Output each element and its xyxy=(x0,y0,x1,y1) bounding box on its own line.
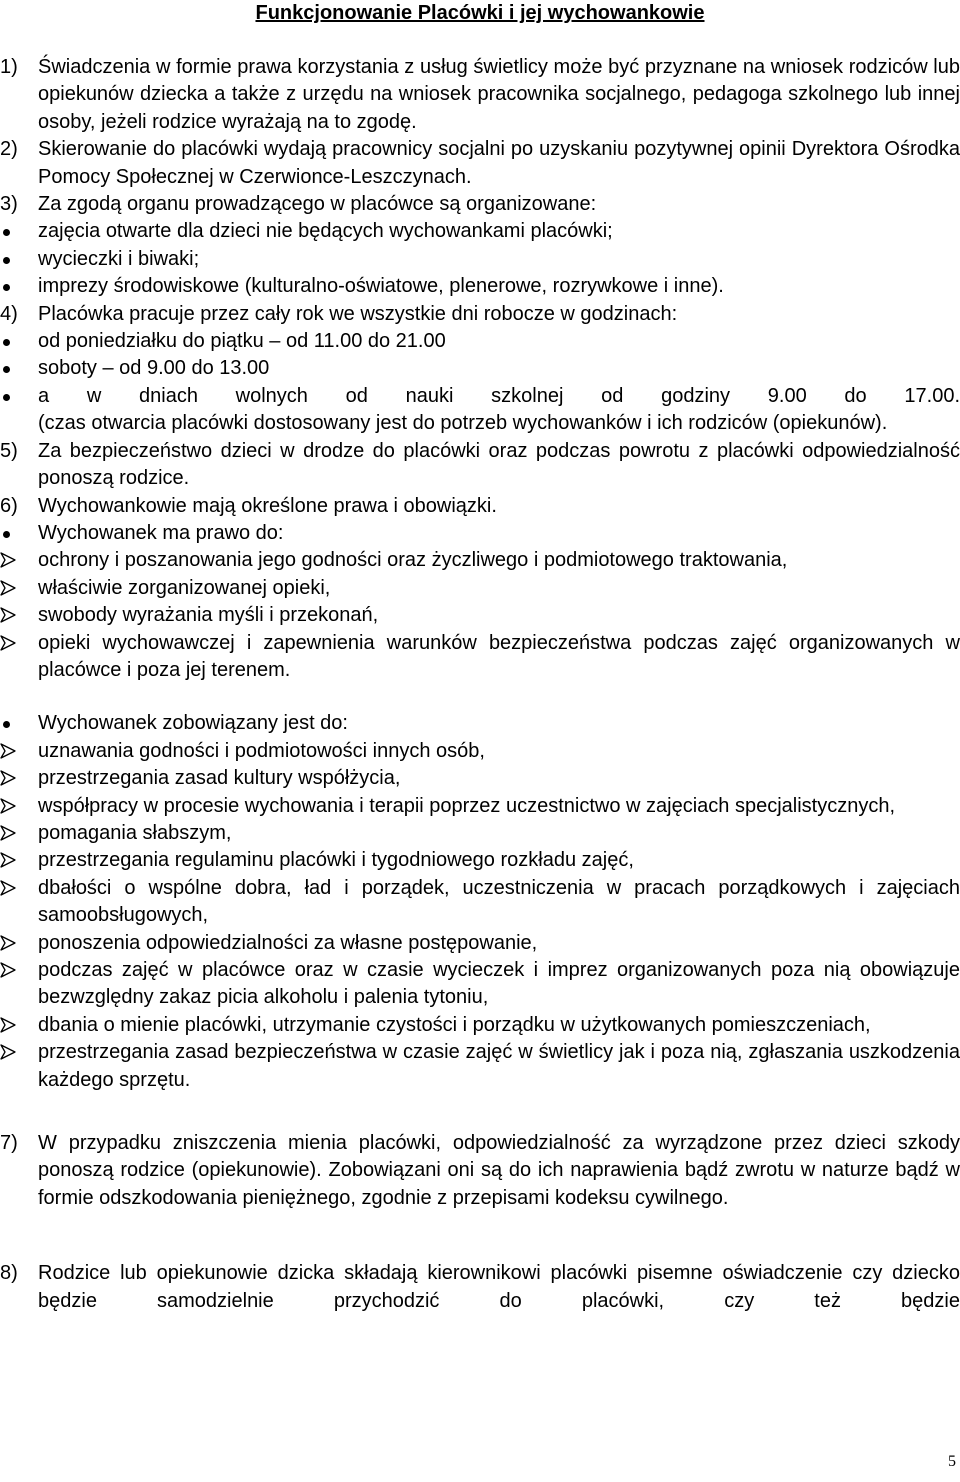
item-number: 1) xyxy=(0,56,18,78)
list-item: zajęcia otwarte dla dzieci nie będących wychowankami placówki; xyxy=(0,218,960,245)
item-text: Rodzice lub opiekunowie dzicka składają kierownikowi placówki pisemne oświadczenie czy dziecko będzie samodzielnie przychodzić do placówki, czy też będzie xyxy=(38,1262,960,1312)
item-text: Za zgodą organu prowadzącego w placówce są organizowane: xyxy=(38,193,597,216)
duties-heading: Wychowanek zobowiązany jest do: xyxy=(0,710,960,737)
item-number: 4) xyxy=(0,302,18,325)
list-item: uznawania godności i podmiotowości innych osób, xyxy=(0,738,960,765)
page-number: 5 xyxy=(948,1453,956,1470)
item-5 xyxy=(0,438,960,493)
spacer xyxy=(0,684,960,710)
item-7 xyxy=(0,1130,960,1212)
item-text: Skierowanie do placówki wydają pracownicy socjalni po uzyskaniu pozytywnej opinii Dyrektora Ośrodka Pomocy Społecznej w Czerwionce-Leszczynach. xyxy=(38,138,960,188)
bullet-icon xyxy=(3,229,10,236)
list-item: soboty – od 9.00 do 13.00 xyxy=(0,355,960,382)
arrow-bullet-icon xyxy=(0,798,16,814)
item-text: Placówka pracuje przez cały rok we wszystkie dni robocze w godzinach: xyxy=(38,302,678,325)
list-item: podczas zajęć w placówce oraz w czasie wycieczek i imprez organizowanych poza nią obowiązuje bezwzględny zakaz picia alkoholu i palenia tytoniu, xyxy=(0,957,960,1012)
item-text: Wychowankowie mają określone prawa i obowiązki. xyxy=(38,494,497,517)
arrow-bullet-icon xyxy=(0,552,16,568)
list-item: dbania o mienie placówki, utrzymanie czystości i porządku w użytkowanych pomieszczeniach, xyxy=(0,1012,960,1039)
list-item: dbałości o wspólne dobra, ład i porządek, uczestniczenia w pracach porządkowych i zajęciach samoobsługowych, xyxy=(0,875,960,930)
list-item: współpracy w procesie wychowania i terapii poprzez uczestnictwo w zajęciach specjalistycznych, xyxy=(0,793,960,820)
item-3 xyxy=(0,191,960,218)
rights-heading: Wychowanek ma prawo do: xyxy=(0,520,960,547)
list-item: przestrzegania zasad kultury współżycia, xyxy=(0,765,960,792)
arrow-bullet-icon xyxy=(0,852,16,868)
bullet-icon xyxy=(3,284,10,291)
item-number: 8) xyxy=(0,1262,18,1285)
item-6 xyxy=(0,493,960,520)
list-item: ponoszenia odpowiedzialności za własne postępowanie, xyxy=(0,930,960,957)
duties-list xyxy=(0,738,960,1094)
arrow-bullet-icon xyxy=(0,770,16,786)
arrow-bullet-icon xyxy=(0,580,16,596)
list-item: a w dniach wolnych od nauki szkolnej od godziny 9.00 do 17.00. xyxy=(0,383,960,410)
item-number: 5) xyxy=(0,439,18,462)
arrow-bullet-icon xyxy=(0,1044,16,1060)
arrow-bullet-icon xyxy=(0,935,16,951)
spacer xyxy=(0,1212,960,1260)
item-text: W przypadku zniszczenia mienia placówki, odpowiedzialność za wyrządzone przez dzieci szkody ponoszą rodzice (opiekunowie). Zobowiązani oni są do ich naprawienia bądź zwrotu w naturze bądź w formie odszkodowania pieniężnego, zgodnie z przepisami kodeksu cywilnego. xyxy=(38,1132,960,1209)
list-item: imprezy środowiskowe (kulturalno-oświatowe, plenerowe, rozrywkowe i inne). xyxy=(0,273,960,300)
arrow-bullet-icon xyxy=(0,880,16,896)
arrow-bullet-icon xyxy=(0,607,16,623)
arrow-bullet-icon xyxy=(0,825,16,841)
item-text: Za bezpieczeństwo dzieci w drodze do placówki oraz podczas powrotu z placówki odpowiedzialność ponoszą rodzice. xyxy=(38,439,960,490)
opening-hours-note: (czas otwarcia placówki dostosowany jest do potrzeb wychowanków i ich rodziców (opiekunów). xyxy=(38,412,888,435)
list-item: wycieczki i biwaki; xyxy=(0,246,960,273)
list-item: od poniedziałku do piątku – od 11.00 do 21.00 xyxy=(0,328,960,355)
arrow-bullet-icon xyxy=(0,635,16,651)
item-8 xyxy=(0,1260,960,1315)
list-item: opieki wychowawczej i zapewnienia warunków bezpieczeństwa podczas zajęć organizowanych w placówce i poza jej terenem. xyxy=(0,630,960,685)
list-item: swobody wyrażania myśli i przekonań, xyxy=(0,602,960,629)
item-2 xyxy=(0,136,960,191)
bullet-icon xyxy=(3,257,10,264)
item-number: 2) xyxy=(0,138,18,161)
list-item: właściwie zorganizowanej opieki, xyxy=(0,575,960,602)
list-item: pomagania słabszym, xyxy=(0,820,960,847)
arrow-bullet-icon xyxy=(0,743,16,759)
list-item: przestrzegania regulaminu placówki i tygodniowego rozkładu zajęć, xyxy=(0,847,960,874)
item-number: 6) xyxy=(0,494,18,517)
spacer xyxy=(0,1094,960,1130)
bullet-icon xyxy=(3,366,10,373)
list-item: przestrzegania zasad bezpieczeństwa w czasie zajęć w świetlicy jak i poza nią, zgłaszania uszkodzenia każdego sprzętu. xyxy=(0,1039,960,1094)
list-item: ochrony i poszanowania jego godności oraz życzliwego i podmiotowego traktowania, xyxy=(0,547,960,574)
item-number: 3) xyxy=(0,193,18,216)
rights-list xyxy=(0,547,960,684)
arrow-bullet-icon xyxy=(0,962,16,978)
bullet-icon xyxy=(3,394,10,401)
document-title: Funkcjonowanie Placówki i jej wychowankowie xyxy=(255,2,705,24)
item-4 xyxy=(0,301,960,328)
bullet-icon xyxy=(3,531,10,538)
item-number: 7) xyxy=(0,1132,18,1155)
bullet-icon xyxy=(3,721,10,728)
item-text: Świadczenia w formie prawa korzystania z usług świetlicy może być przyznane na wniosek rodziców lub opiekunów dziecka a także z urzędu na wniosek pracownika socjalnego, pedagoga szkolnego lub innej osoby, jeżeli rodzice wyrażają na to zgodę. xyxy=(38,56,960,133)
arrow-bullet-icon xyxy=(0,1017,16,1033)
bullet-icon xyxy=(3,339,10,346)
document-body xyxy=(0,54,960,1315)
item-1 xyxy=(0,54,960,136)
